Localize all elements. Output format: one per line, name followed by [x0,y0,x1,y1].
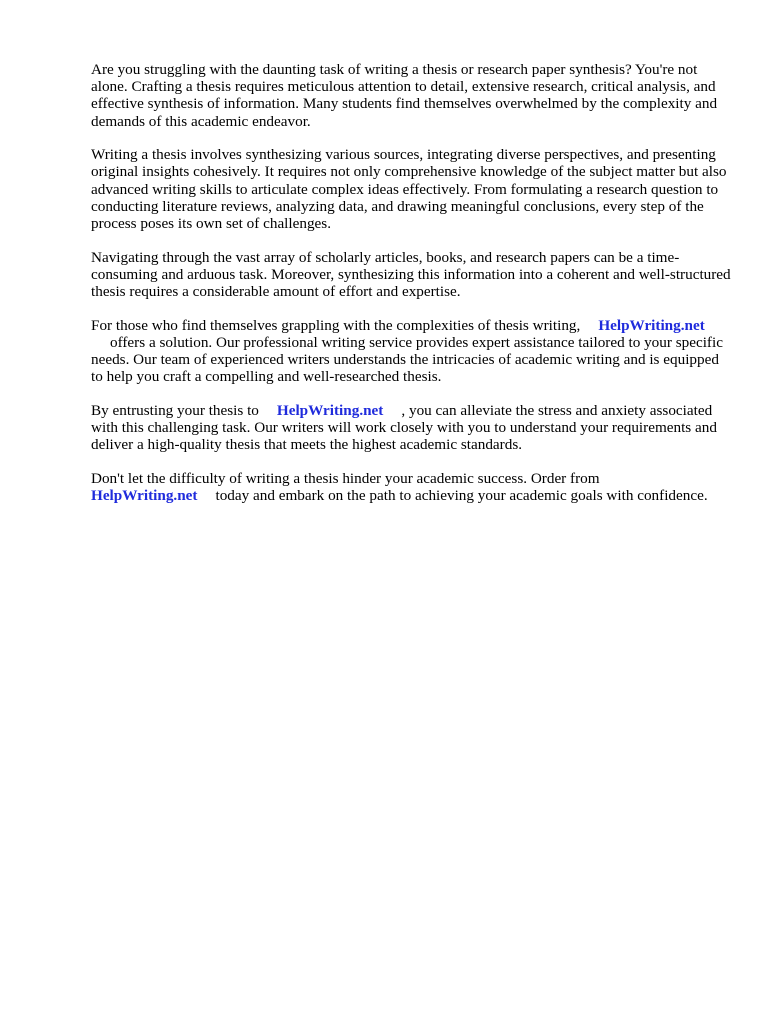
paragraph-intro: Are you struggling with the daunting task of writing a thesis or research paper synthesis? You're not alone. Crafting a thesis requires meticulous attention to detail, extensive research, critical analysis, and effective synthesis of information. Many students find themselves overwhelmed by the complexity and demands of this academic endeavor. [91,61,718,130]
helpwriting-link-1[interactable]: HelpWriting.net [598,316,705,334]
helpwriting-link-2[interactable]: HelpWriting.net [276,401,384,419]
paragraph-solution [91,317,731,386]
helpwriting-link-3[interactable]: HelpWriting.net [91,487,198,505]
paragraph-solution-text-before: For those who find themselves grappling with the complexities of thesis writing, [91,316,581,334]
paragraph-order-text-before: Don't let the difficulty of writing a thesis hinder your academic success. Order from [91,469,600,487]
paragraph-solution-text-after: offers a solution. Our professional writing service provides expert assistance tailored to your specific needs. Our team of experienced writers understands the intricacies of academic writing and is equipped to help you craft a compelling and well-researched thesis. [91,333,723,386]
paragraph-entrusting [91,402,731,454]
paragraph-entrusting-text-after: , you can alleviate the stress and anxiety associated with this challenging task. Our writers will work closely with you to understand your requirements and deliver a high-quality thesis that meets the highest academic standards. [91,401,717,454]
paragraph-navigating: Navigating through the vast array of scholarly articles, books, and research papers can be a time-consuming and arduous task. Moreover, synthesizing this information into a coherent and well-structured thesis requires a considerable amount of effort and expertise. [91,248,731,301]
paragraph-order-text-after: today and embark on the path to achieving your academic goals with confidence. [215,487,708,505]
document-page [91,61,731,521]
paragraph-entrusting-text-before: By entrusting your thesis to [91,401,259,419]
paragraph-order [91,470,731,504]
paragraph-thesis-involves: Writing a thesis involves synthesizing various sources, integrating diverse perspectives, and presenting original insights cohesively. It requires not only comprehensive knowledge of the subject matter but also advanced writing skills to articulate complex ideas effectively. From formulating a research question to conducting literature reviews, analyzing data, and drawing meaningful conclusions, every step of the process poses its own set of challenges. [91,146,727,233]
